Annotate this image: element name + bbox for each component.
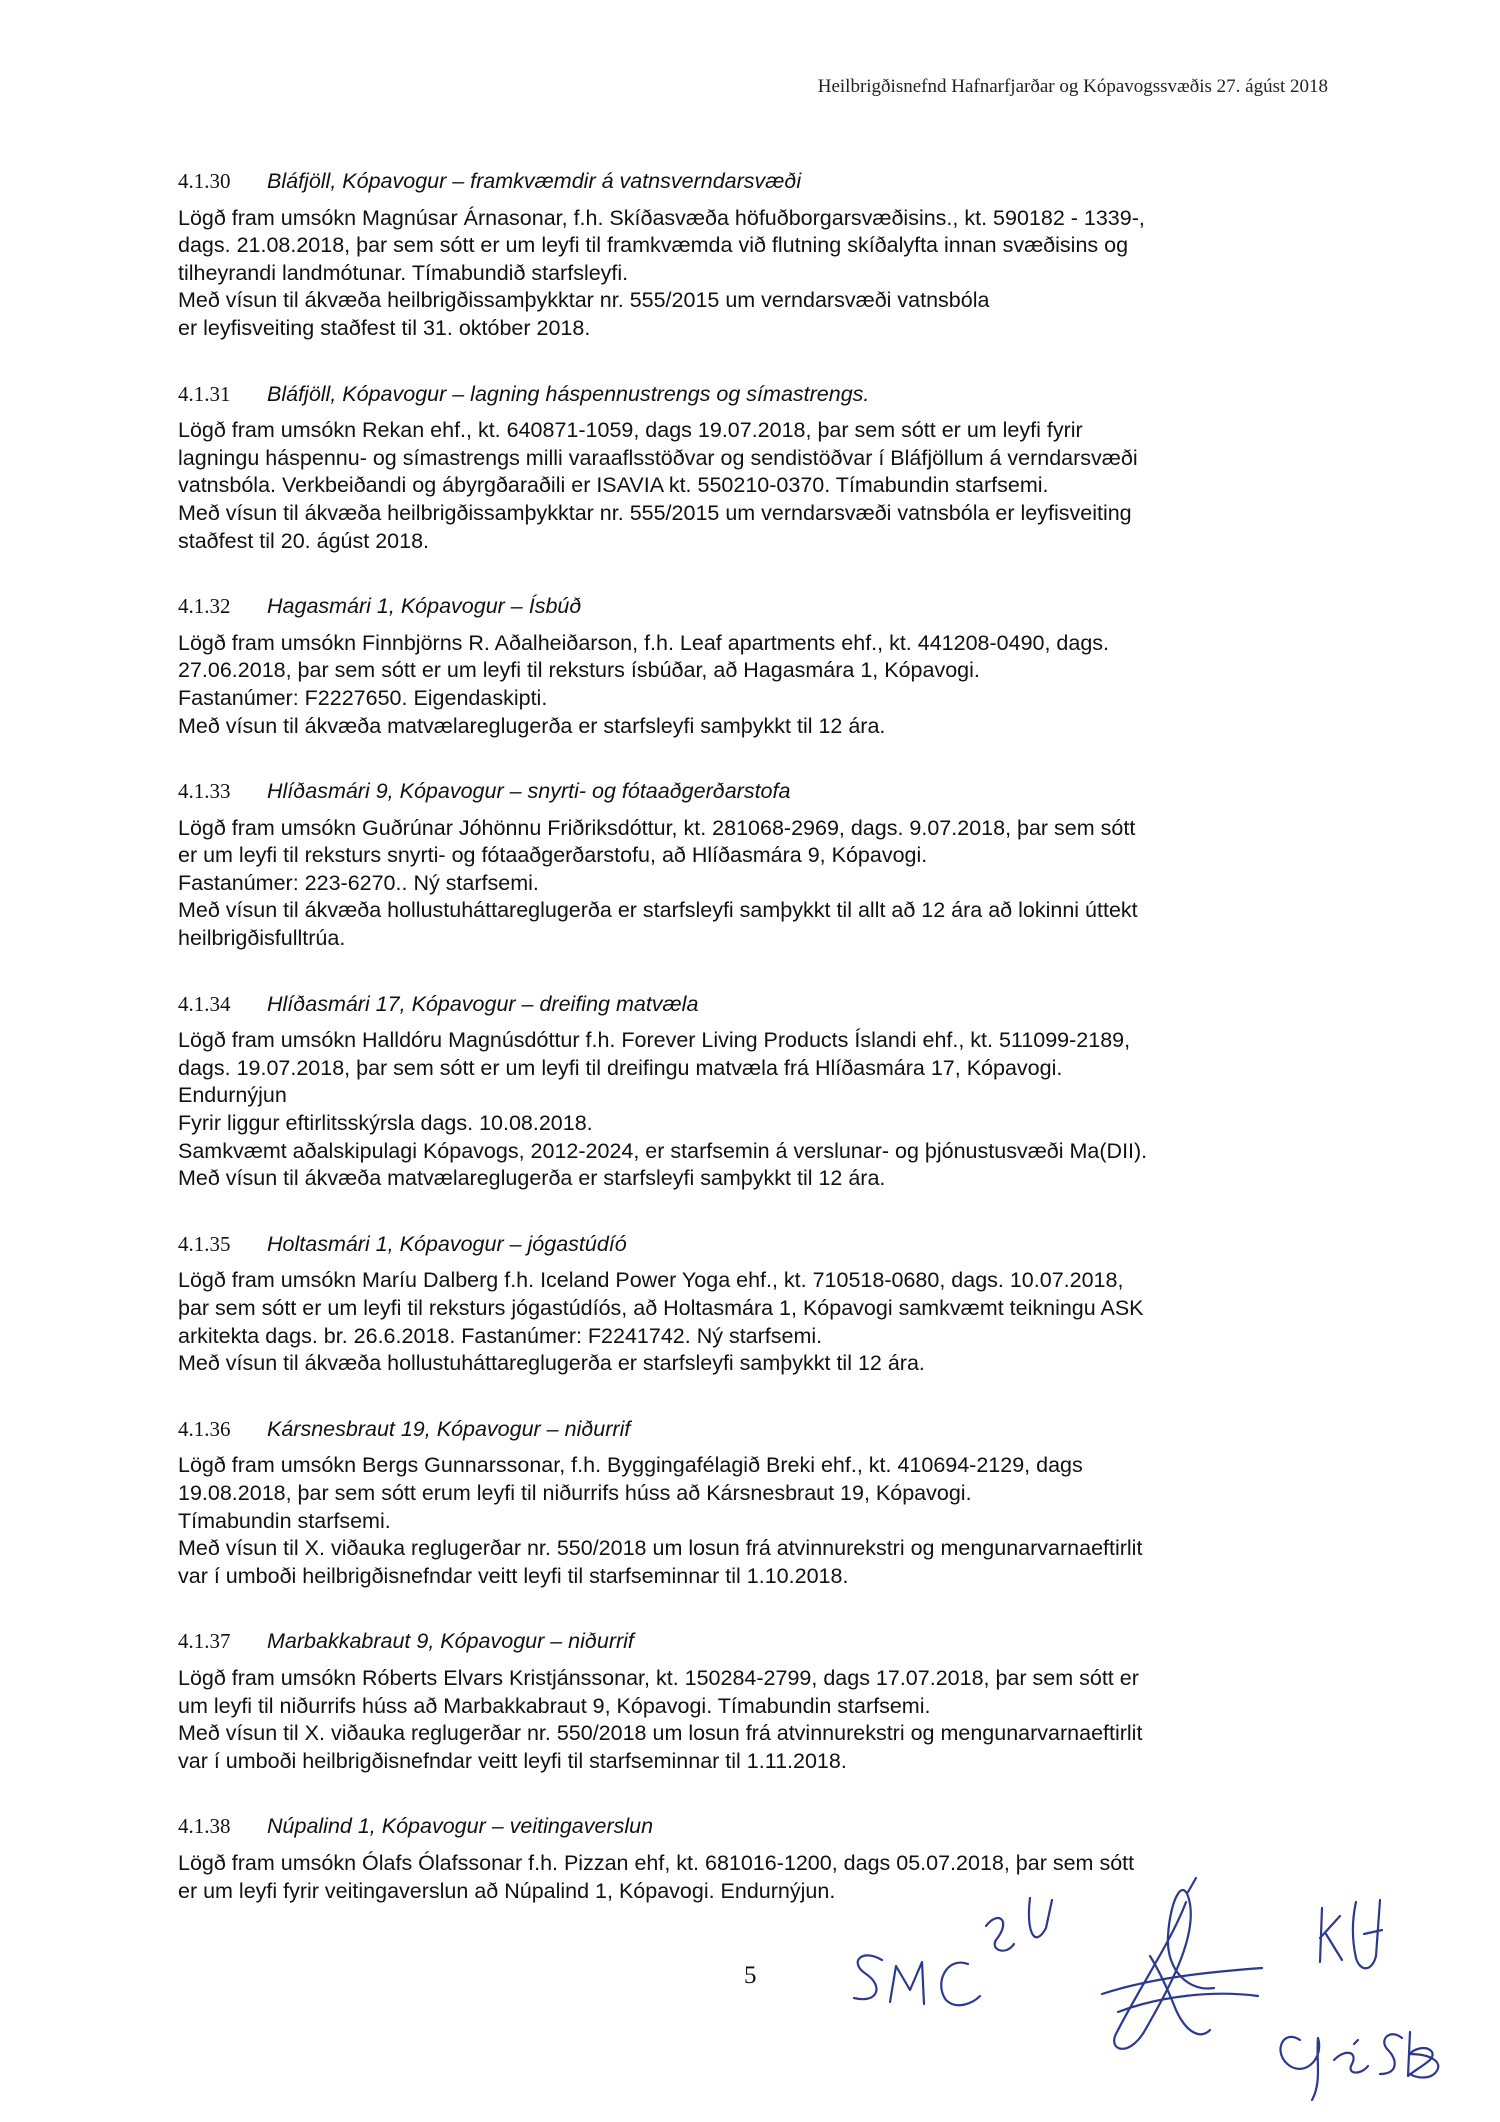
body-line: Fastanúmer: F2227650. Eigendaskipti.: [178, 685, 548, 710]
section-heading: [178, 168, 1348, 196]
body-line: þar sem sótt er um leyfi til reksturs jógastúdíós, að Holtasmára 1, Kópavogi samkvæmt teikningu ASK: [178, 1296, 1144, 1320]
body-line: Lögð fram umsókn Maríu Dalberg f.h. Iceland Power Yoga ehf., kt. 710518-0680, dags. 10.07.2018,: [178, 1268, 1124, 1293]
section-title: Hlíðasmári 17, Kópavogur – dreifing matvæla: [267, 991, 699, 1016]
body-line: Með vísun til ákvæða hollustuháttareglugerða er starfsleyfi samþykkt til 12 ára.: [178, 1351, 925, 1376]
section-number: 4.1.38: [178, 1814, 231, 1839]
body-line: 27.06.2018, þar sem sótt er um leyfi til reksturs ísbúðar, að Hagasmára 1, Kópavogi.: [178, 658, 980, 683]
body-line: var í umboði heilbrigðisnefndar veitt leyfi til starfseminnar til 1.10.2018.: [178, 1563, 849, 1588]
signature-smc-initials: [854, 1955, 980, 2005]
section-title: Bláfjöll, Kópavogur – lagning háspennustrengs og símastrengs.: [267, 381, 870, 406]
section-title: Holtasmári 1, Kópavogur – jógastúdíó: [267, 1231, 627, 1256]
body-line: er um leyfi fyrir veitingaverslun að Núpalind 1, Kópavogi. Endurnýjun.: [178, 1878, 836, 1903]
section-heading: [178, 1231, 1348, 1259]
section-title: Kársnesbraut 19, Kópavogur – niðurrif: [267, 1416, 631, 1441]
section-heading: [178, 593, 1348, 621]
body-line: arkitekta dags. br. 26.6.2018. Fastanúmer: F2241742. Ný starfsemi.: [178, 1323, 823, 1348]
body-line: Lögð fram umsókn Guðrúnar Jóhönnu Friðriksdóttur, kt. 281068-2969, dags. 9.07.2018, þar sem sótt: [178, 815, 1136, 840]
body-line: staðfest til 20. ágúst 2018.: [178, 528, 429, 553]
body-line: dags. 19.07.2018, þar sem sótt er um leyfi til dreifingu matvæla frá Hlíðasmára 17, Kópavogi.: [178, 1055, 1063, 1080]
body-line: Með vísun til ákvæða heilbrigðissamþykktar nr. 555/2015 um verndarsvæði vatnsbóla: [178, 288, 990, 313]
section-number: 4.1.31: [178, 381, 231, 406]
body-line: Með vísun til ákvæða heilbrigðissamþykktar nr. 555/2015 um verndarsvæði vatnsbóla er leyfisveiting: [178, 500, 1132, 525]
body-line: Samkvæmt aðalskipulagi Kópavogs, 2012-2024, er starfsemin á verslunar- og þjónustusvæði Ma(DII).: [178, 1138, 1148, 1163]
body-line: Lögð fram umsókn Halldóru Magnúsdóttur f.h. Forever Living Products Íslandi ehf., kt. 511099-2189,: [178, 1028, 1131, 1053]
signature-sb-initials: [1380, 2032, 1438, 2078]
section-4-1-32: [178, 593, 1348, 740]
section-4-1-36: [178, 1416, 1348, 1591]
body-line: Lögð fram umsókn Rekan ehf., kt. 640871-1059, dags 19.07.2018, þar sem sótt er um leyfi fyrir: [178, 418, 1083, 443]
document-body: [178, 168, 1348, 1943]
section-title: Bláfjöll, Kópavogur – framkvæmdir á vatnsverndarsvæði: [267, 169, 802, 193]
section-title: Marbakkabraut 9, Kópavogur – niðurrif: [267, 1629, 634, 1654]
body-line: Með vísun til X. viðauka reglugerðar nr. 550/2018 um losun frá atvinnurekstri og mengunarvarnaeftirlit: [178, 1536, 1143, 1561]
page-header: Heilbrigðisnefnd Hafnarfjarðar og Kópavogssvæðis 27. ágúst 2018: [817, 76, 1328, 97]
section-title: Hlíðasmári 9, Kópavogur – snyrti- og fótaaðgerðarstofa: [267, 779, 791, 804]
body-line: Með vísun til ákvæða hollustuháttareglugerða er starfsleyfi samþykkt til allt að 12 ára að lokinni úttekt: [178, 898, 1138, 923]
section-4-1-30: [178, 168, 1348, 343]
body-line: er leyfisveiting staðfest til 31. október 2018.: [178, 315, 591, 340]
section-4-1-38: [178, 1813, 1348, 1905]
body-line: um leyfi til niðurrifs húss að Marbakkabraut 9, Kópavogi. Tímabundin starfsemi.: [178, 1693, 931, 1718]
body-line: vatnsbóla. Verkbeiðandi og ábyrgðaraðili er ISAVIA kt. 550210-0370. Tímabundin starfsemi.: [178, 473, 1049, 498]
section-number: 4.1.36: [178, 1416, 231, 1441]
body-line: Lögð fram umsókn Magnúsar Árnasonar, f.h. Skíðasvæða höfuðborgarsvæðisins., kt. 590182 - 1339-,: [178, 205, 1145, 230]
section-4-1-33: [178, 778, 1348, 953]
body-line: Lögð fram umsókn Ólafs Ólafssonar f.h. Pizzan ehf, kt. 681016-1200, dags 05.07.2018, þar sem sótt: [178, 1850, 1135, 1875]
section-heading: [178, 381, 1348, 409]
page-number: 5: [744, 1962, 757, 1989]
body-line: er um leyfi til reksturs snyrti- og fótaaðgerðarstofu, að Hlíðasmára 9, Kópavogi.: [178, 843, 928, 868]
body-line: Með vísun til ákvæða matvælareglugerða er starfsleyfi samþykkt til 12 ára.: [178, 1166, 886, 1191]
body-line: heilbrigðisfulltrúa.: [178, 926, 346, 951]
section-4-1-31: [178, 381, 1348, 556]
section-4-1-35: [178, 1231, 1348, 1378]
signature-gs-initials: [1281, 2037, 1368, 2100]
body-line: Með vísun til ákvæða matvælareglugerða er starfsleyfi samþykkt til 12 ára.: [178, 713, 886, 738]
section-number: 4.1.37: [178, 1629, 231, 1654]
body-line: var í umboði heilbrigðisnefndar veitt leyfi til starfseminnar til 1.11.2018.: [178, 1748, 847, 1773]
body-line: tilheyrandi landmótunar. Tímabundið starfsleyfi.: [178, 260, 629, 285]
body-line: dags. 21.08.2018, þar sem sótt er um leyfi til framkvæmda við flutning skíðalyfta innan svæðisins og: [178, 233, 1129, 258]
section-heading: [178, 778, 1348, 806]
body-line: Lögð fram umsókn Finnbjörns R. Aðalheiðarson, f.h. Leaf apartments ehf., kt. 441208-0490, dags.: [178, 630, 1110, 655]
body-line: lagningu háspennu- og símastrengs milli varaaflsstöðvar og sendistöðvar í Bláfjöllum á verndarsvæði: [178, 445, 1138, 470]
body-line: Tímabundin starfsemi.: [178, 1508, 391, 1533]
body-line: Með vísun til X. viðauka reglugerðar nr. 550/2018 um losun frá atvinnurekstri og mengunarvarnaeftirlit: [178, 1721, 1143, 1746]
section-number: 4.1.30: [178, 169, 231, 193]
section-heading: [178, 1813, 1348, 1841]
body-line: Endurnýjun: [178, 1083, 287, 1108]
body-line: Lögð fram umsókn Bergs Gunnarssonar, f.h. Byggingafélagið Breki ehf., kt. 410694-2129, dags: [178, 1453, 1083, 1478]
section-heading: [178, 991, 1348, 1019]
body-line: Lögð fram umsókn Róberts Elvars Kristjánssonar, kt. 150284-2799, dags 17.07.2018, þar sem sótt er: [178, 1665, 1139, 1690]
section-4-1-34: [178, 991, 1348, 1193]
section-title: Hagasmári 1, Kópavogur – Ísbúð: [267, 594, 582, 619]
section-number: 4.1.32: [178, 594, 231, 619]
section-4-1-37: [178, 1628, 1348, 1775]
section-number: 4.1.33: [178, 779, 231, 804]
section-number: 4.1.34: [178, 991, 231, 1016]
section-heading: [178, 1628, 1348, 1656]
body-line: Fyrir liggur eftirlitsskýrsla dags. 10.08.2018.: [178, 1111, 593, 1136]
section-heading: [178, 1416, 1348, 1444]
body-line: Fastanúmer: 223-6270.. Ný starfsemi.: [178, 870, 539, 895]
section-number: 4.1.35: [178, 1231, 231, 1256]
body-line: 19.08.2018, þar sem sótt erum leyfi til niðurrifs húss að Kársnesbraut 19, Kópavogi.: [178, 1480, 972, 1505]
section-title: Núpalind 1, Kópavogur – veitingaverslun: [267, 1814, 654, 1839]
